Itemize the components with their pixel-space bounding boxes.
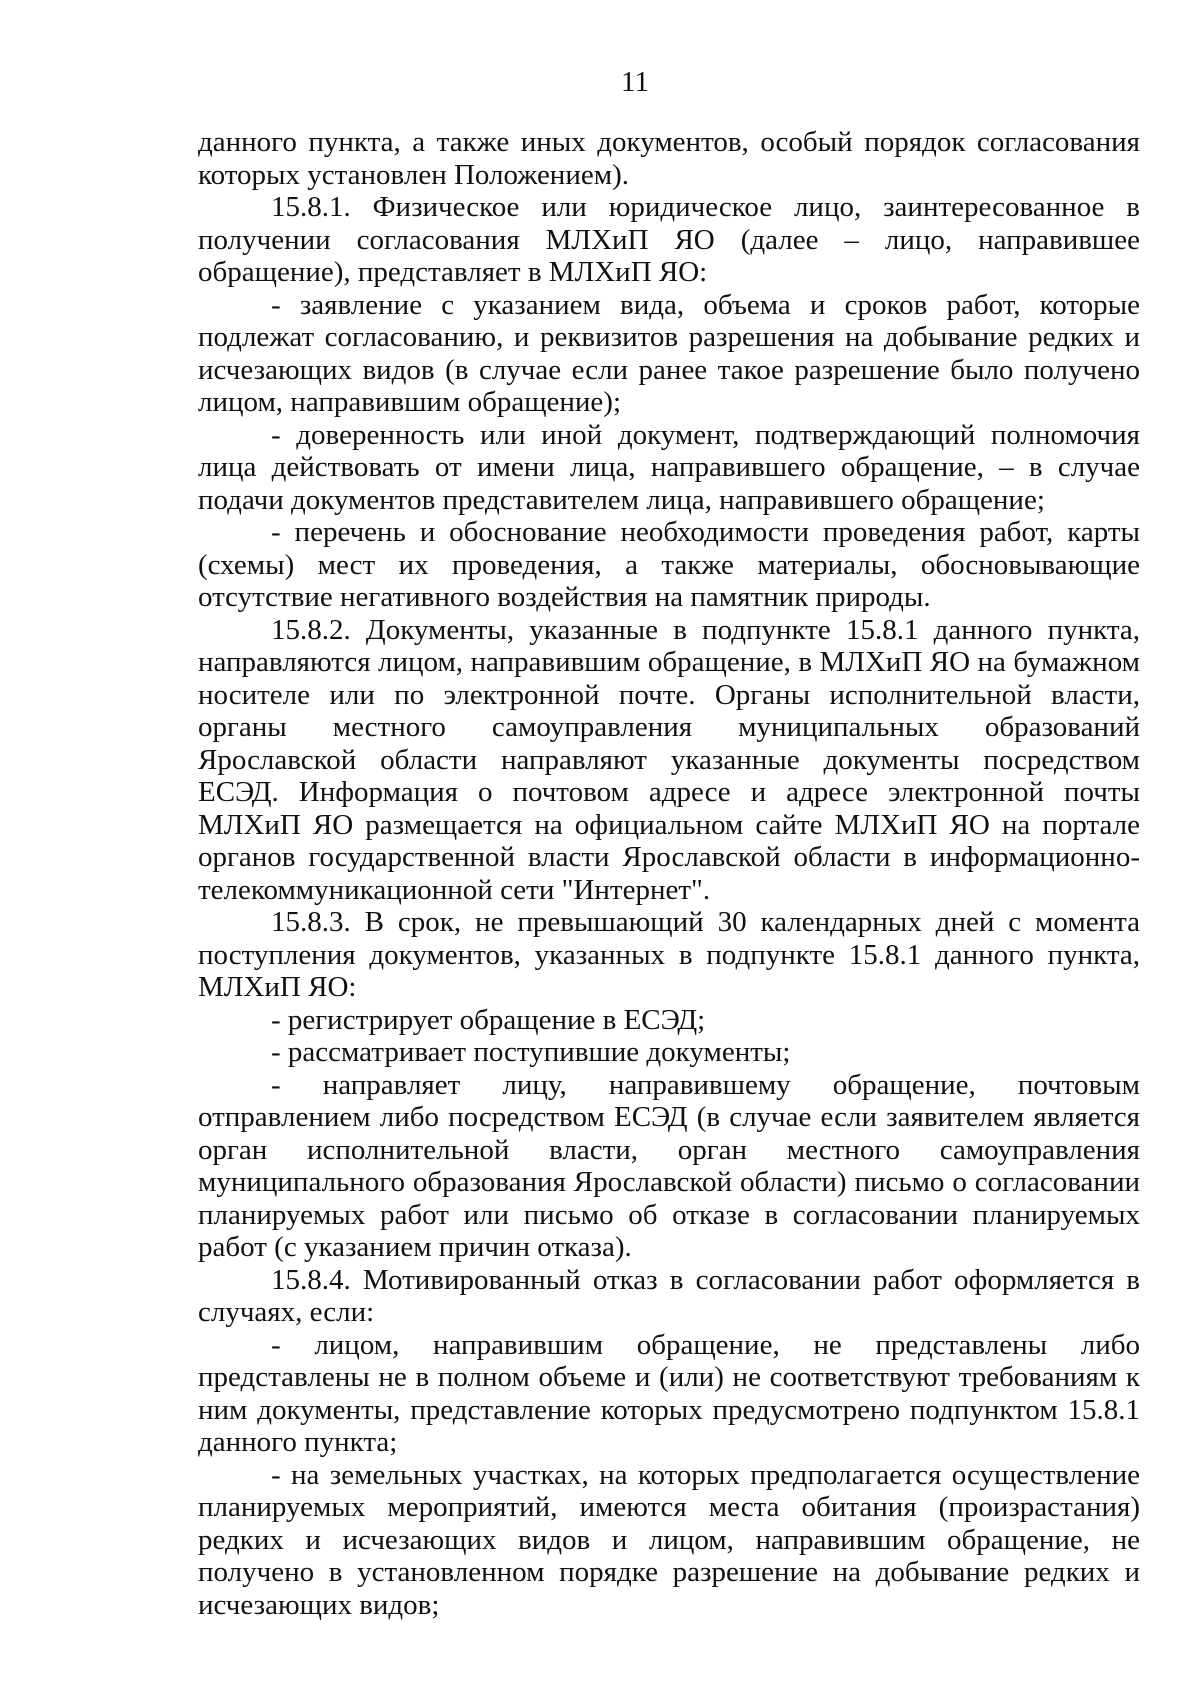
list-item-reviews: - рассматривает поступившие документы; (271, 1036, 791, 1068)
page-number: 11 (621, 66, 649, 98)
paragraph-15-8-2: 15.8.2. Документы, указанные в подпункте 15.8.1 данного пункта, направляются лицом, направившим обращение, в МЛХиП ЯО на бумажном носителе или по электронной почте. Органы исполнительной власти, органы местного самоуправления муниципальных образований Ярославской области направляют указанные документы посредством ЕСЭД. Информация о почтовом адресе и адресе электронной почты МЛХиП ЯО размещается на официальном сайте МЛХиП ЯО на портале органов государственной власти Ярославской области в информационно-телекоммуникационной сети "Интернет". (198, 613, 1140, 906)
document-body (198, 126, 1140, 1621)
list-item-sends-letter: - направляет лицу, направившему обращение, почтовым отправлением либо посредством ЕСЭД (в случае если заявителем является орган исполнительной власти, орган местного самоуправления муниципального образования Ярославской области) письмо о согласовании планируемых работ или письмо об отказе в согласовании планируемых работ (с указанием причин отказа). (198, 1068, 1140, 1263)
list-item-application: - заявление с указанием вида, объема и сроков работ, которые подлежат согласованию, и реквизитов разрешения на добывание редких и исчезающих видов (в случае если ранее такое разрешение было получено лицом, направившим обращение); (198, 288, 1140, 418)
paragraph-15-8-3: 15.8.3. В срок, не превышающий 30 календарных дней с момента поступления документов, указанных в подпункте 15.8.1 данного пункта, МЛХиП ЯО: (198, 906, 1140, 1003)
paragraph-15-8-1: 15.8.1. Физическое или юридическое лицо, заинтересованное в получении согласования МЛХиП ЯО (далее – лицо, направившее обращение), представляет в МЛХиП ЯО: (198, 191, 1140, 288)
list-item-registers: - регистрирует обращение в ЕСЭД; (271, 1003, 706, 1036)
list-item-habitats-present: - на земельных участках, на которых предполагается осуществление планируемых мероприятий, имеются места обитания (произрастания) редких и исчезающих видов и лицом, направившим обращение, не получено в установленном порядке разрешение на добывание редких и исчезающих видов; (198, 1458, 1140, 1621)
paragraph-continuation: данного пункта, а также иных документов, особый порядок согласования которых установлен Положением). (198, 126, 1140, 191)
list-item-documents-missing: - лицом, направившим обращение, не представлены либо представлены не в полном объеме и (или) не соответствуют требованиям к ним документы, представление которых предусмотрено подпунктом 15.8.1 данного пункта; (198, 1328, 1140, 1458)
paragraph-15-8-4: 15.8.4. Мотивированный отказ в согласовании работ оформляется в случаях, если: (198, 1263, 1140, 1328)
list-item-power-of-attorney: - доверенность или иной документ, подтверждающий полномочия лица действовать от имени лица, направившего обращение, – в случае подачи документов представителем лица, направившего обращение; (198, 418, 1140, 516)
list-item-work-justification: - перечень и обоснование необходимости проведения работ, карты (схемы) мест их проведения, а также материалы, обосновывающие отсутствие негативного воздействия на памятник природы. (198, 516, 1140, 613)
